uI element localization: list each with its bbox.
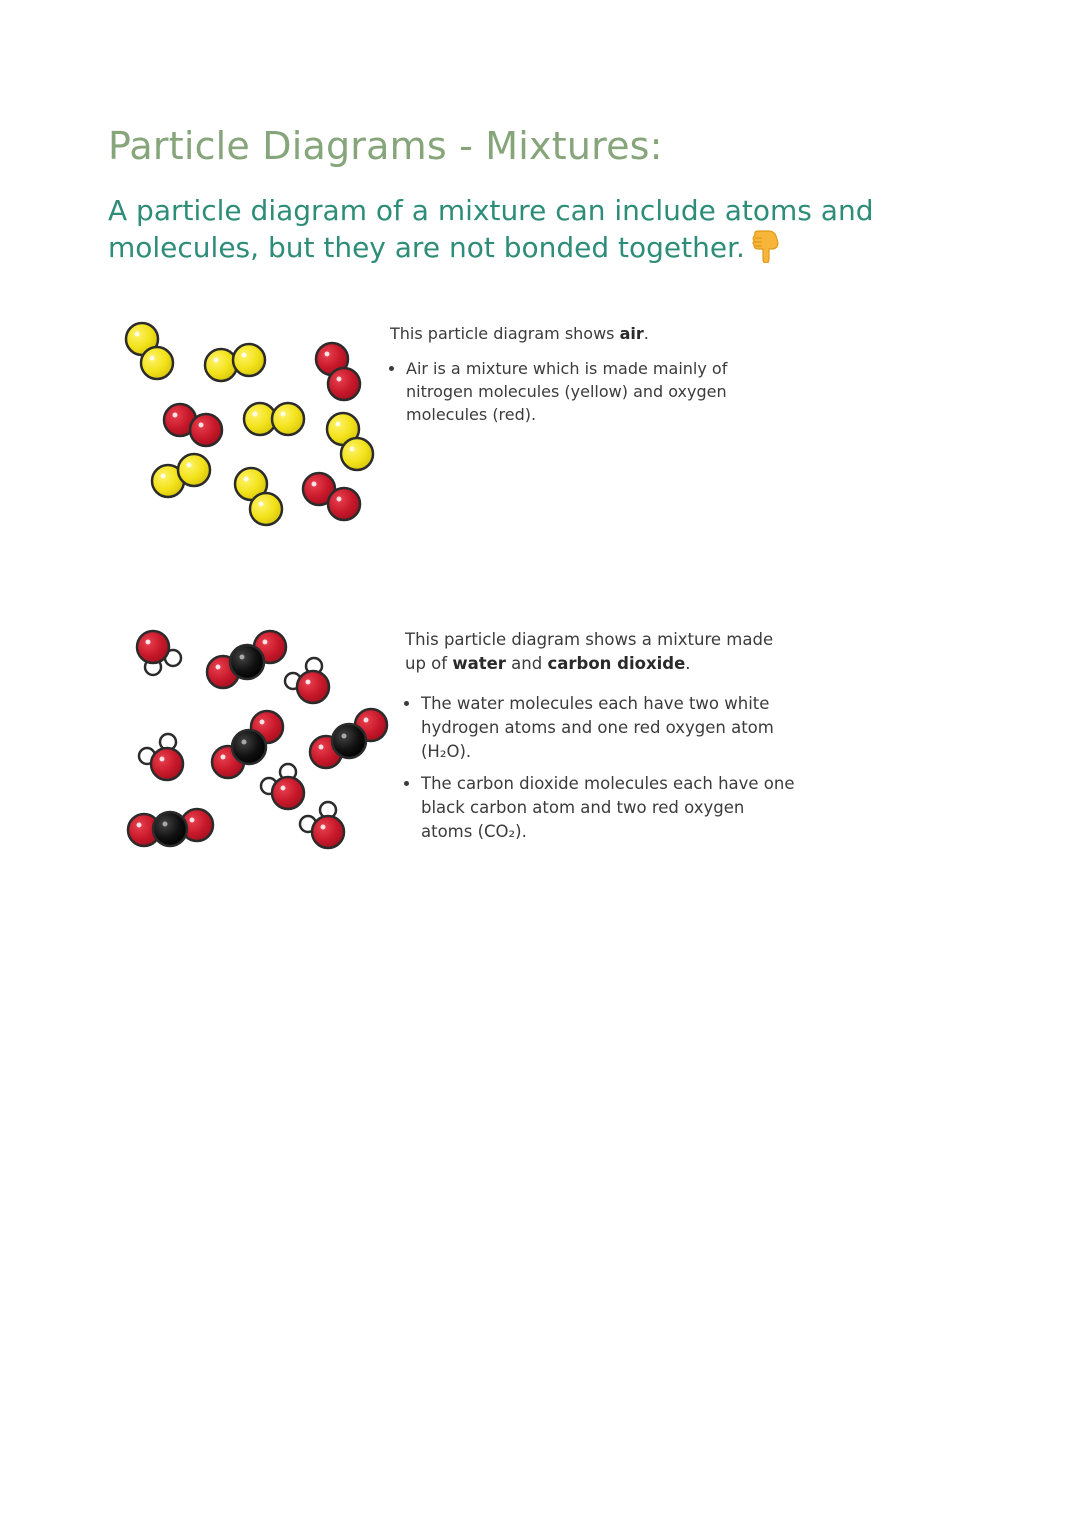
air-intro-suffix: .: [643, 324, 649, 343]
water-co2-intro: [405, 628, 795, 676]
oxygen-molecule: [316, 343, 360, 400]
water-carbon-dioxide-particle-diagram: [118, 622, 398, 862]
water-bullet: • The water molecules each have two white hydrogen atoms and one red oxygen atom (H₂O).: [421, 692, 795, 764]
oxygen-molecule: [303, 473, 360, 520]
air-particle-diagram: [118, 318, 383, 533]
oxygen-molecule: [164, 404, 222, 446]
pointing-down-hand-icon: [749, 229, 781, 272]
nitrogen-molecule: [205, 344, 265, 381]
air-bullet: • Air is a mixture which is made mainly of nitrogen molecules (yellow) and oxygen molecules (red).: [406, 357, 770, 426]
nitrogen-molecule: [126, 323, 173, 379]
air-bullet-list: [390, 357, 770, 426]
carbon-dioxide-molecule: [310, 709, 387, 768]
water-co2-intro-middle: and: [505, 654, 548, 673]
page-subtitle: [108, 193, 928, 272]
carbon-dioxide-molecule: [128, 809, 213, 846]
water-co2-description: [405, 628, 795, 852]
subtitle-text: A particle diagram of a mixture can include atoms and molecules, but they are not bonded together.: [108, 194, 874, 264]
carbon-dioxide-bullet: • The carbon dioxide molecules each have one black carbon atom and two red oxygen atoms (CO₂).: [421, 772, 795, 844]
nitrogen-molecule: [235, 468, 282, 525]
water-co2-bullet-list: [405, 692, 795, 844]
page-title: Particle Diagrams - Mixtures:: [108, 124, 663, 168]
carbon-dioxide-molecule: [212, 711, 283, 778]
water-bold: water: [452, 654, 506, 673]
water-co2-intro-text: This particle diagram shows a mixture made up of: [405, 630, 774, 673]
air-description: [390, 322, 770, 434]
nitrogen-molecule: [327, 413, 373, 470]
air-intro-bold: air: [619, 324, 644, 343]
carbon-dioxide-molecule: [207, 631, 286, 688]
air-intro-text: This particle diagram shows: [390, 324, 620, 343]
water-molecule: [137, 631, 181, 675]
water-co2-intro-suffix: .: [685, 654, 691, 673]
carbon-dioxide-bold: carbon dioxide: [547, 654, 686, 673]
air-intro: [390, 322, 770, 345]
nitrogen-molecule: [244, 403, 304, 435]
